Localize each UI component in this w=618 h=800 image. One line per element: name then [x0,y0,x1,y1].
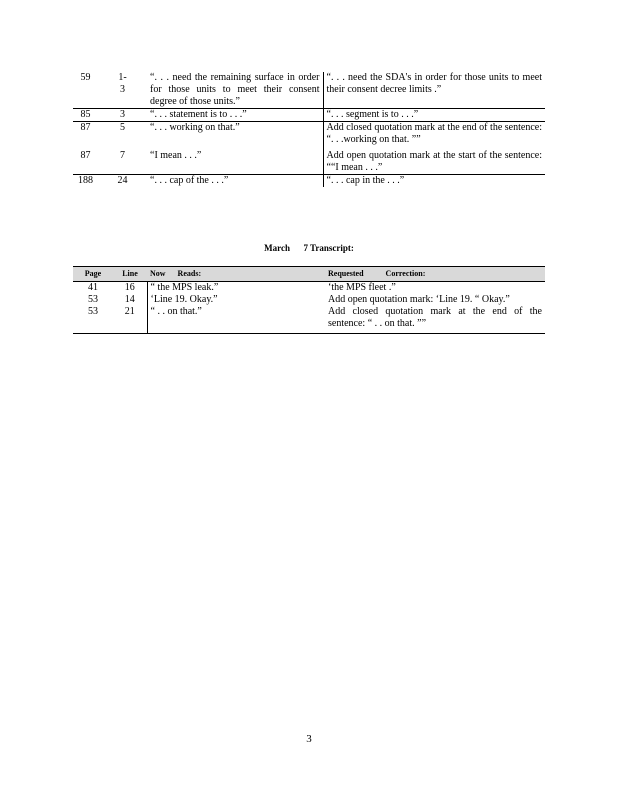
header-now-reads: Now Reads: [147,267,325,282]
table-header-row [73,267,545,282]
line-cell: 5 [120,122,125,133]
page-cell: 87 [73,146,113,175]
correction-cell: “. . . need the SDA's in order for those units to meet their consent decree limits .” [323,72,545,109]
line-cell: 7 [113,146,147,175]
table-row [73,109,545,122]
table-row [73,146,545,175]
page-cell: 53 [88,294,98,305]
table-row [73,282,545,295]
table-row [73,294,545,306]
section-title: March 7 Transcript: [264,243,354,253]
page-number: 3 [306,733,312,745]
correction-cell: Add open quotation mark: ‘Line 19. “ Okay.” [328,294,510,305]
page-cell: 59 [73,72,113,109]
now-reads-cell: “I mean . . .” [147,146,323,175]
page-cell: 87 [80,122,91,133]
table-row [73,122,545,147]
page-cell: 85 [73,109,113,122]
page-cell: 53 [88,306,98,317]
now-reads-cell: “. . . cap of the . . .” [147,175,323,188]
now-reads-cell: ‘Line 19. Okay.” [147,294,325,306]
table-row [73,175,545,188]
line-cell: 21 [124,306,135,317]
line-cell: 16 [124,282,135,293]
line-cell: 14 [124,294,135,305]
now-reads-cell: “. . . need the remaining surface in order for those units to meet their consent degree of those units.” [147,72,323,109]
now-reads-cell: “ the MPS leak.” [147,282,325,295]
correction-cell: “. . . segment is to . . .” [323,109,545,122]
correction-cell: “. . . cap in the . . .” [326,175,405,186]
header-page: Page [73,267,113,282]
page-cell: 41 [88,282,98,293]
line-cell: 3 [113,109,147,122]
line-cell: 24 [117,175,128,186]
header-line: Line [113,267,147,282]
now-reads-cell: “ . . on that.” [147,306,325,334]
page-cell: 188 [78,175,93,186]
corrections-table-2 [73,266,545,334]
correction-cell: Add closed quotation mark at the end of the sentence: “. . .working on that. ”” [326,122,542,145]
table-row [73,72,545,109]
corrections-table-1 [73,72,545,187]
table-row [73,306,545,334]
now-reads-cell: “. . . statement is to . . .” [147,109,323,122]
correction-cell: ‘the MPS fleet .” [328,282,396,293]
correction-cell: Add closed quotation mark at the end of the sentence: “ . . on that. ”” [328,306,542,329]
header-correction: Requested Correction: [325,267,545,282]
correction-cell: Add open quotation mark at the start of the sentence: ““I mean . . .” [323,146,545,175]
now-reads-cell: “. . . working on that.” [147,122,323,147]
line-cell: 1-3 [113,72,147,109]
